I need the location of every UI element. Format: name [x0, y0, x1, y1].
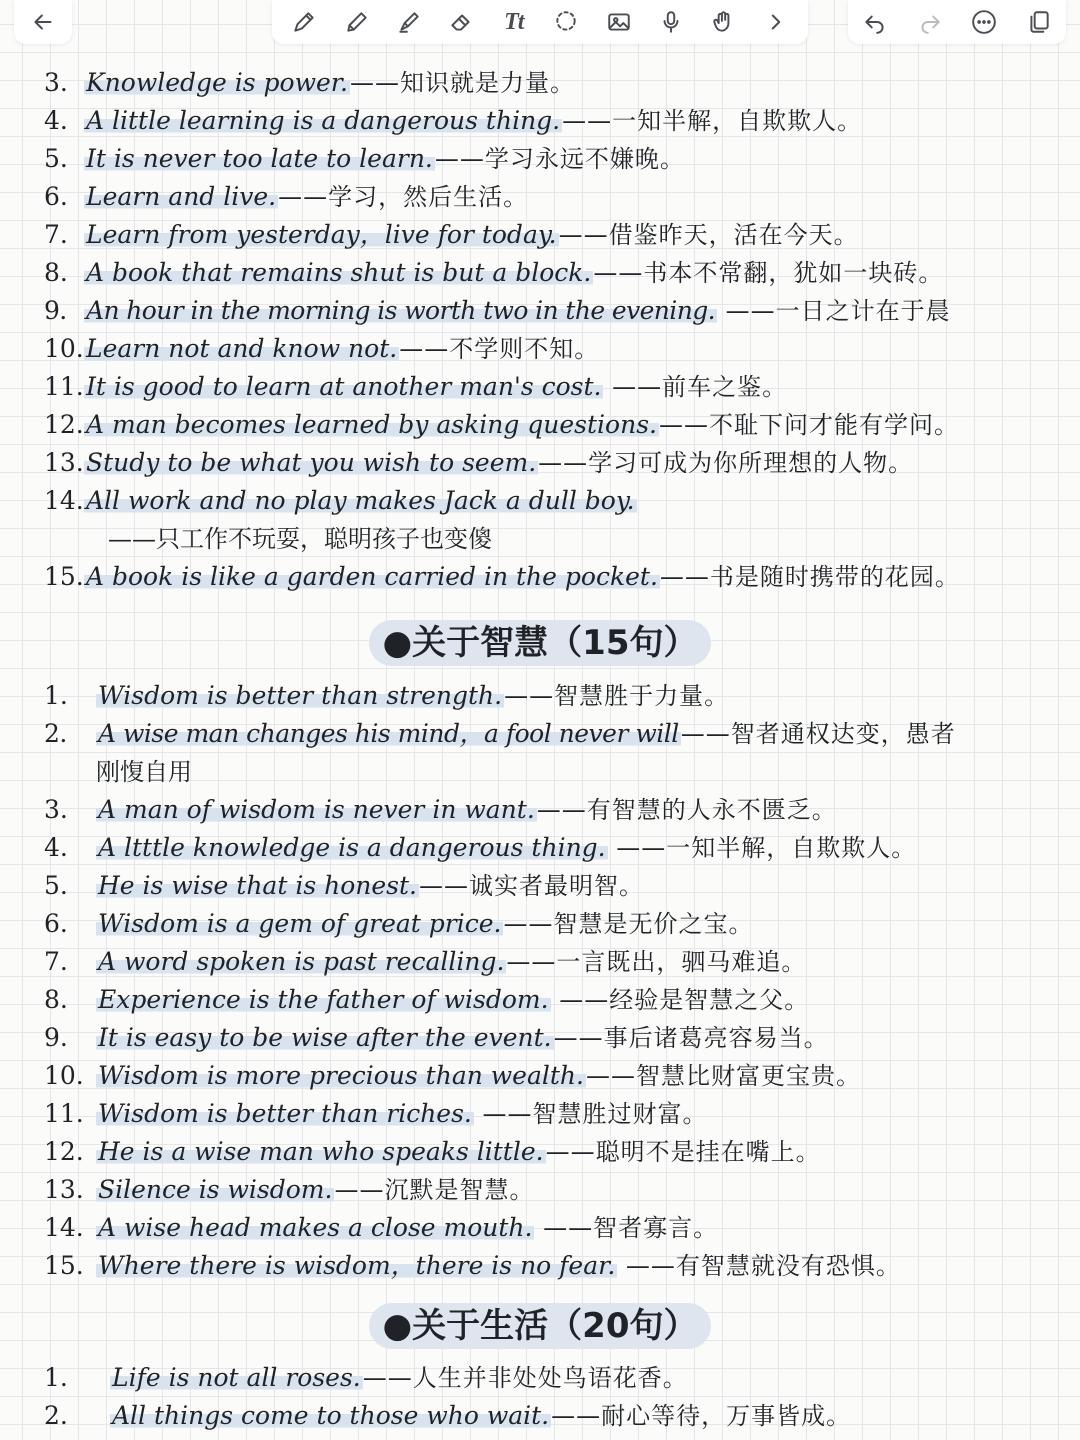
english-quote: A little learning is a dangerous thing.: [86, 106, 561, 135]
chinese-translation: ——智慧胜于力量。: [504, 682, 730, 710]
item-number: 2.: [44, 719, 67, 748]
chinese-translation: ——学习，然后生活。: [278, 183, 529, 211]
item-number: 14.: [44, 1213, 84, 1242]
list-item: [44, 444, 913, 482]
chinese-translation: ——学习永远不嫌晚。: [434, 145, 685, 173]
english-quote: He is wise that is honest.: [98, 871, 417, 900]
chinese-translation: ——书本不常翻，犹如一块砖。: [593, 259, 944, 287]
list-item: [44, 558, 960, 596]
item-number: 13.: [44, 448, 84, 477]
chinese-translation: ——经验是智慧之父。: [550, 986, 810, 1014]
list-item: [44, 1397, 851, 1435]
english-quote: A book is like a garden carried in the pocket.: [86, 562, 658, 591]
chinese-translation: ——聪明不是挂在嘴上。: [545, 1138, 821, 1166]
item-number: 9.: [44, 296, 67, 325]
back-group: [14, 0, 72, 44]
text-tool-icon[interactable]: Tt: [504, 8, 524, 35]
list-item: [44, 1247, 901, 1285]
list-item: [44, 867, 644, 905]
list-item: [44, 64, 575, 102]
highlighter-icon[interactable]: [392, 5, 426, 39]
list-item: [44, 1209, 718, 1247]
item-number: 14.: [44, 486, 84, 515]
list-item: [44, 677, 729, 715]
chinese-translation: ——一言既出，驷马难追。: [506, 948, 807, 976]
item-number: 6.: [44, 909, 68, 938]
list-item: [44, 368, 787, 406]
history-group: [848, 0, 1066, 44]
english-quote: A man of wisdom is never in want.: [98, 795, 535, 824]
english-quote: Learn from yesterday，live for today.: [86, 220, 557, 249]
chinese-translation: ——学习可成为你所理想的人物。: [538, 449, 914, 477]
item-number: 8.: [44, 258, 68, 287]
english-quote: A man becomes learned by asking questions.: [86, 410, 657, 439]
item-number: 7.: [44, 220, 68, 249]
list-item: [44, 791, 837, 829]
list-item: [44, 1019, 829, 1057]
english-quote: It is easy to be wise after the event.: [98, 1023, 552, 1052]
item-number: 6.: [44, 182, 68, 211]
chinese-translation: ——耐心等待，万事皆成。: [551, 1402, 852, 1430]
english-quote: A word spoken is past recalling.: [98, 947, 505, 976]
english-quote: All things come to those who wait.: [112, 1401, 550, 1430]
english-quote: Wisdom is a gem of great price.: [98, 909, 502, 938]
english-quote: Wisdom is better than strength.: [98, 681, 503, 710]
english-quote: It is never too late to learn.: [86, 144, 433, 173]
chinese-translation: ——智慧是无价之宝。: [503, 910, 754, 938]
list-item: [44, 1133, 821, 1171]
chinese-translation: ——不学则不知。: [399, 335, 600, 363]
hand-gesture-icon[interactable]: [706, 5, 740, 39]
item-number: 11.: [44, 1099, 84, 1128]
chinese-translation: ——智者通权达变，愚者: [680, 720, 956, 748]
list-item: [44, 482, 637, 520]
eraser-icon[interactable]: [444, 5, 478, 39]
english-quote: A wise head makes a close mouth.: [98, 1213, 533, 1242]
item-number: 4.: [44, 106, 68, 135]
english-quote: Knowledge is power.: [86, 68, 348, 97]
list-item: [44, 254, 943, 292]
chinese-translation: ——有智慧就没有恐惧。: [617, 1252, 901, 1280]
english-quote: A ltttle knowledge is a dangerous thing.: [98, 833, 606, 862]
item-number: 10.: [44, 334, 84, 363]
english-quote: Learn and live.: [86, 182, 277, 211]
item-number: 7.: [44, 947, 68, 976]
english-quote: Wisdom is more precious than wealth.: [98, 1061, 584, 1090]
english-quote: A wise man changes his mind，a fool never will: [98, 719, 679, 748]
item-number: 15.: [44, 1251, 84, 1280]
english-quote: An hour in the morning is worth two in the evening.: [86, 296, 715, 325]
lasso-icon[interactable]: [549, 5, 583, 39]
arrow-left-icon[interactable]: [26, 5, 60, 39]
item-number: 13.: [44, 1175, 84, 1204]
list-item: [44, 216, 859, 254]
list-item: [44, 1057, 861, 1095]
list-item: [44, 140, 685, 178]
undo-icon[interactable]: [858, 5, 892, 39]
list-item: [44, 905, 753, 943]
chinese-translation: ——沉默是智慧。: [334, 1176, 535, 1204]
chinese-translation: ——智者寡言。: [534, 1214, 719, 1242]
chinese-translation: ——事后诸葛亮容易当。: [553, 1024, 829, 1052]
chinese-translation: ——一知半解，自欺欺人。: [607, 834, 917, 862]
english-quote: Experience is the father of wisdom.: [98, 985, 549, 1014]
chinese-translation: ——诚实者最明智。: [418, 872, 644, 900]
more-icon[interactable]: [967, 5, 1001, 39]
chinese-translation: ——一日之计在于晨: [716, 297, 951, 325]
chinese-translation: ——一知半解，自欺欺人。: [562, 107, 863, 135]
english-quote: Study to be what you wish to seem.: [86, 448, 537, 477]
english-quote: A book that remains shut is but a block.: [86, 258, 592, 287]
english-quote: Silence is wisdom.: [98, 1175, 333, 1204]
item-number: 1.: [44, 1363, 68, 1392]
list-item: [44, 292, 951, 330]
english-quote: Learn not and know not.: [86, 334, 398, 363]
item-number: 5.: [44, 871, 68, 900]
chinese-translation: ——智慧胜过财富。: [473, 1100, 708, 1128]
chinese-translation: ——前车之鉴。: [603, 373, 788, 401]
english-quote: Life is not all roses.: [112, 1363, 361, 1392]
redo-icon[interactable]: [913, 5, 947, 39]
item-number: 3.: [44, 68, 68, 97]
chinese-translation: ——只工作不玩耍，聪明孩子也变傻: [108, 525, 492, 553]
item-number: 5.: [44, 144, 68, 173]
list-item: [44, 715, 956, 753]
pencil-icon[interactable]: [340, 5, 374, 39]
item-number: 4.: [44, 833, 68, 862]
toolbar: [0, 0, 1080, 48]
english-quote: All work and no play makes Jack a dull boy.: [86, 486, 635, 515]
english-quote: Where there is wisdom，there is no fear.: [98, 1251, 616, 1280]
item-number: 12.: [44, 410, 84, 439]
section-heading-wisdom: ●关于智慧（15句）: [0, 615, 1080, 671]
item-number: 8.: [44, 985, 68, 1014]
item-number: 12.: [44, 1137, 84, 1166]
list-item: [44, 1171, 534, 1209]
list-item: [44, 981, 809, 1019]
chinese-translation: 刚愎自用: [96, 758, 192, 786]
list-item: [44, 102, 862, 140]
chinese-translation: ——知识就是力量。: [349, 69, 575, 97]
list-item: [44, 330, 599, 368]
list-item: [44, 1359, 688, 1397]
item-number: 9.: [44, 1023, 68, 1052]
english-quote: Wisdom is better than riches.: [98, 1099, 472, 1128]
list-item: [44, 943, 806, 981]
pages-icon[interactable]: [1022, 5, 1056, 39]
section-heading-life: ●关于生活（20句）: [0, 1298, 1080, 1354]
english-quote: It is good to learn at another man's cost.: [86, 372, 602, 401]
list-item: [44, 829, 916, 867]
item-number: 3.: [44, 795, 68, 824]
english-quote: He is a wise man who speaks little.: [98, 1137, 544, 1166]
chinese-translation: ——不耻下问才能有学问。: [658, 411, 959, 439]
item-number: 10.: [44, 1061, 84, 1090]
image-icon[interactable]: [602, 5, 636, 39]
chinese-translation: ——借鉴昨天，活在今天。: [558, 221, 859, 249]
chinese-translation: ——有智慧的人永不匮乏。: [536, 796, 837, 824]
item-number: 1.: [44, 681, 68, 710]
list-item: [44, 406, 959, 444]
item-number: 11.: [44, 372, 84, 401]
list-item: [44, 1095, 708, 1133]
microphone-icon[interactable]: [654, 5, 688, 39]
chevron-right-icon[interactable]: [759, 5, 793, 39]
chinese-translation: ——人生并非处处鸟语花香。: [362, 1364, 688, 1392]
item-number: 15.: [44, 562, 84, 591]
tool-palette: [272, 0, 808, 44]
list-item: [44, 178, 528, 216]
chinese-translation: ——书是随时携带的花园。: [659, 563, 960, 591]
pen-icon[interactable]: [287, 5, 321, 39]
chinese-translation: ——智慧比财富更宝贵。: [585, 1062, 861, 1090]
item-number: 2.: [44, 1401, 68, 1430]
